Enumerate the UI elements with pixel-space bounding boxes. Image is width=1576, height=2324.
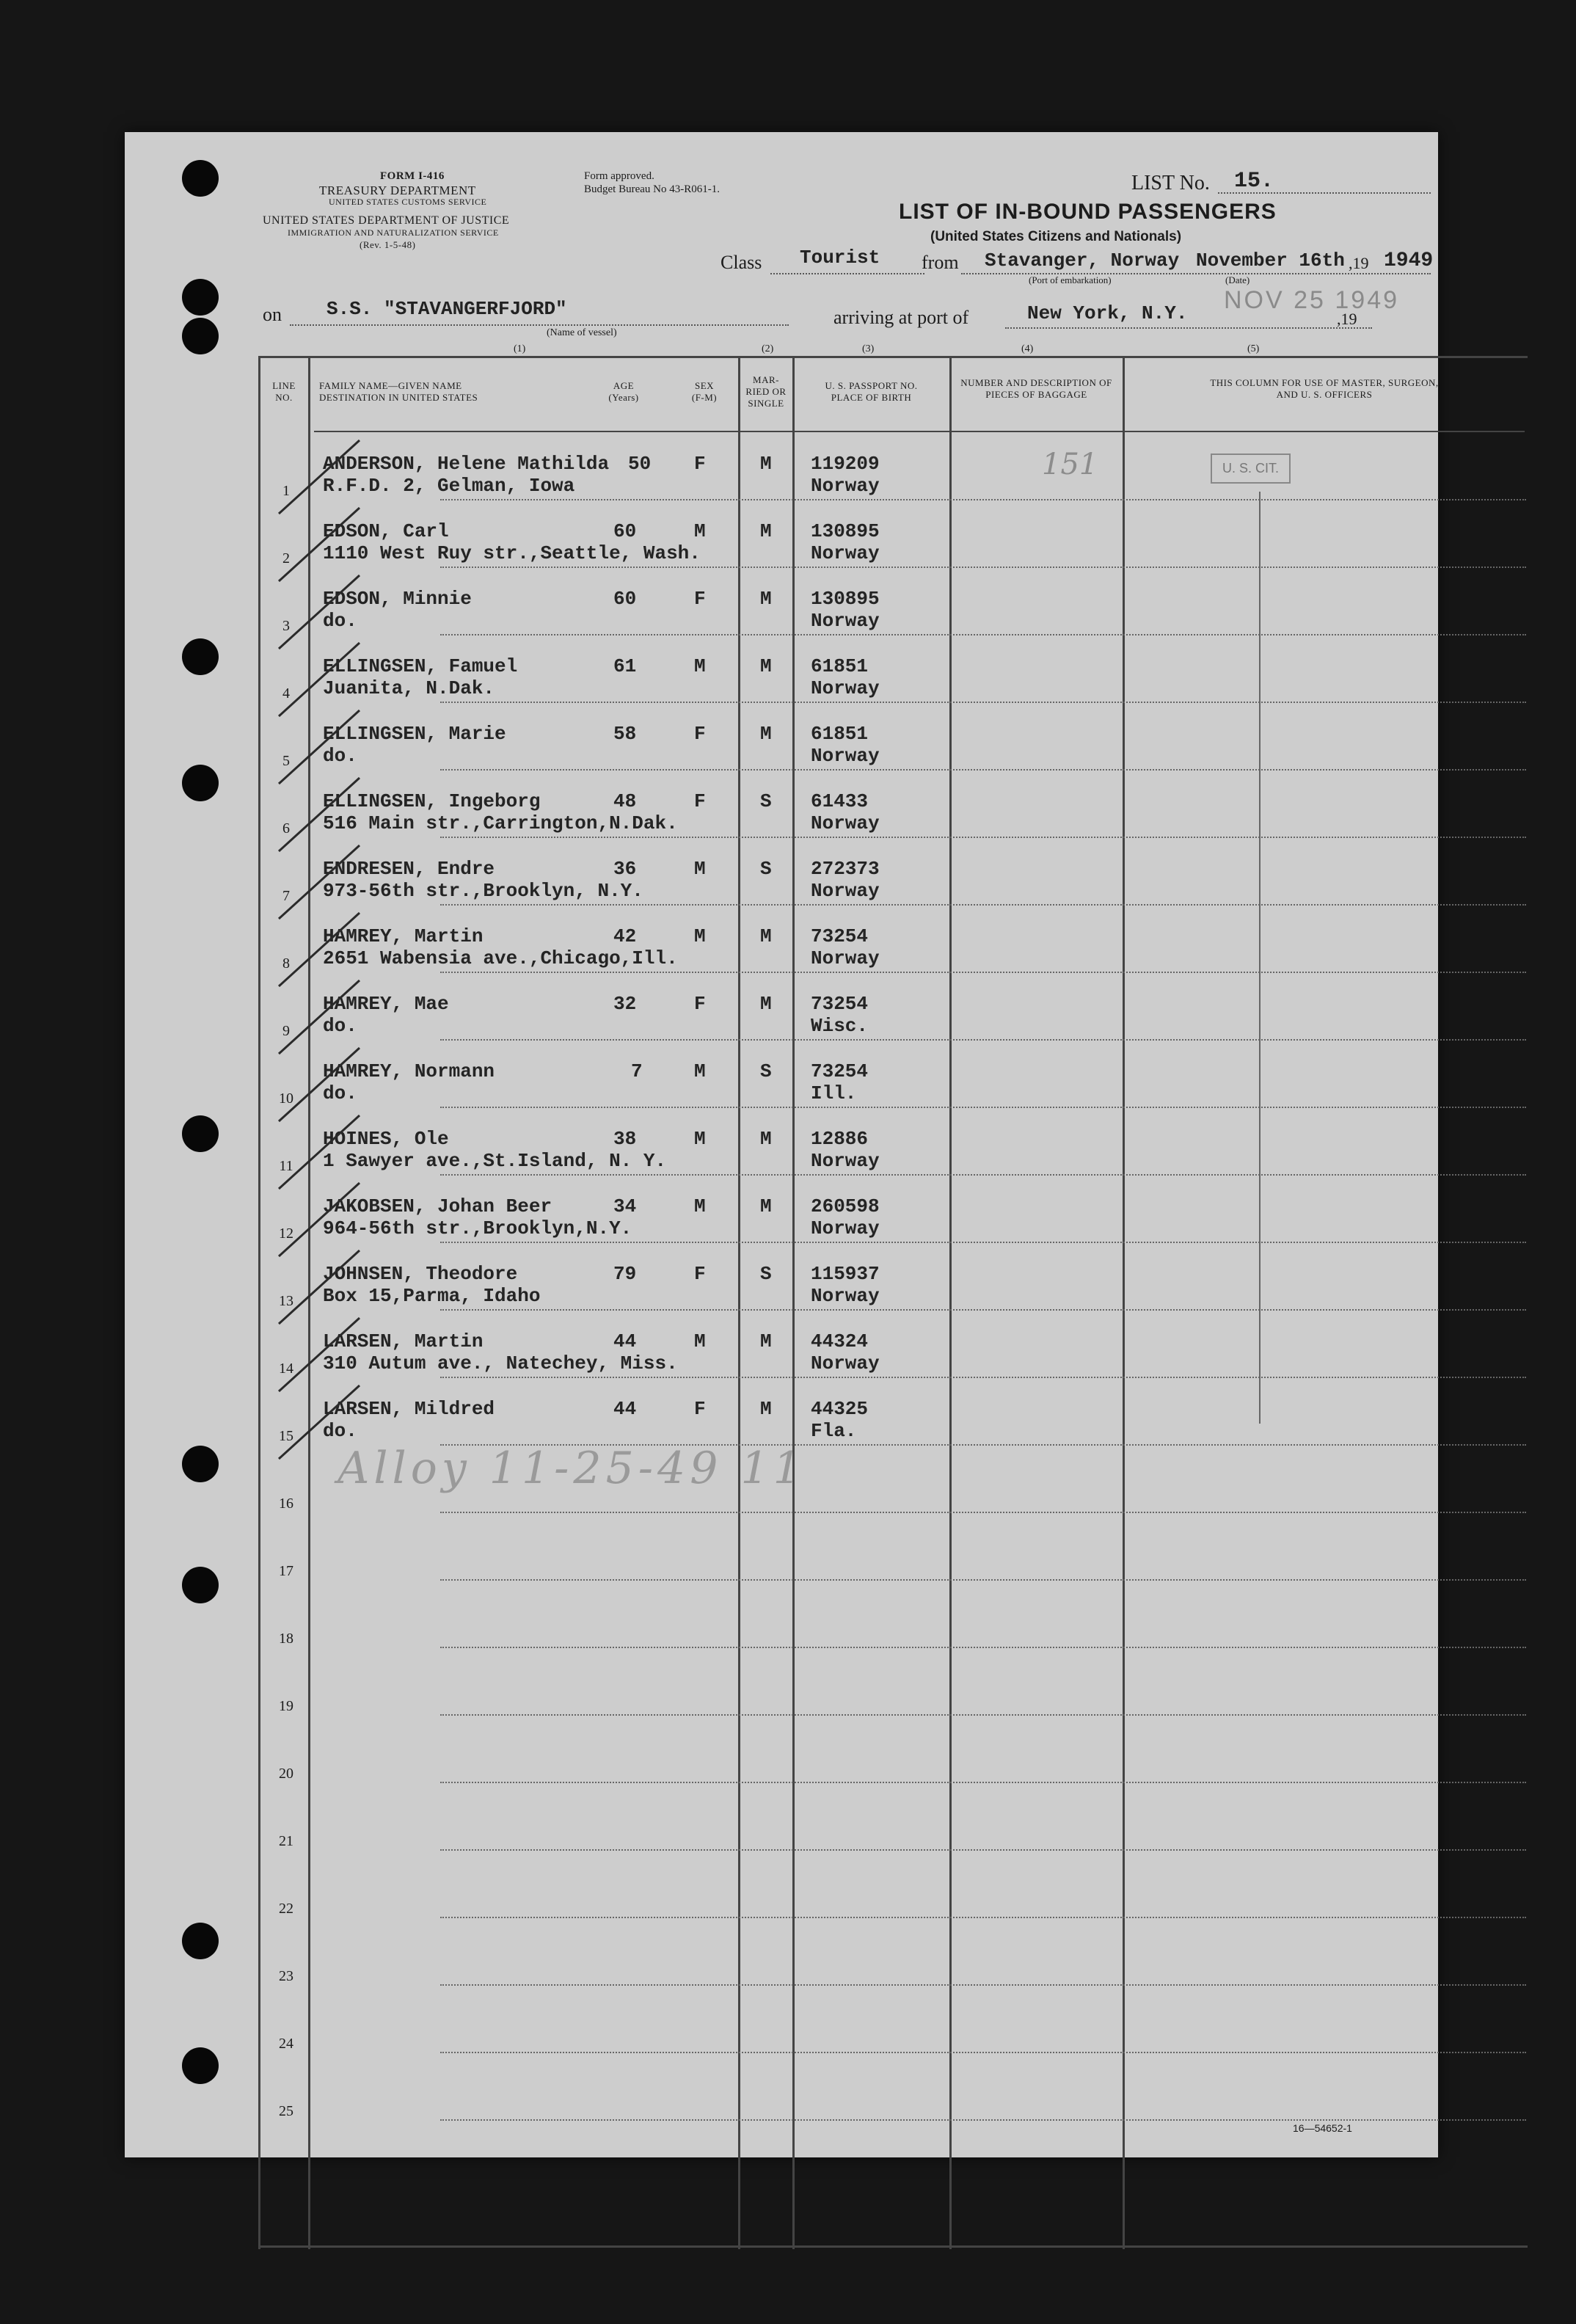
passenger-sex: M	[694, 858, 706, 880]
passport-number: 130895	[811, 520, 880, 542]
header-sex: SEX	[694, 380, 715, 391]
passenger-name: ELLINGSEN, Ingeborg	[323, 790, 541, 812]
passport-number: 272373	[811, 858, 880, 880]
passenger-age: 44	[613, 1398, 637, 1420]
passenger-marital: M	[760, 1128, 772, 1150]
embark-port: Stavanger, Norway	[985, 249, 1180, 272]
class-value: Tourist	[800, 247, 880, 269]
passenger-sex: F	[694, 588, 706, 610]
line-number: 10	[279, 1090, 293, 1107]
passenger-marital: M	[760, 1330, 772, 1352]
passenger-name: HAMREY, Martin	[323, 925, 484, 947]
line-number: 20	[279, 1766, 293, 1782]
passenger-sex: M	[694, 655, 706, 677]
line-number: 21	[279, 1833, 293, 1849]
passenger-marital: M	[760, 520, 772, 542]
line-number: 7	[282, 888, 290, 904]
line-number: 8	[282, 955, 290, 972]
passenger-destination: do.	[323, 1082, 357, 1104]
place-of-birth: Norway	[811, 947, 880, 969]
passenger-name: ELLINGSEN, Marie	[323, 723, 506, 745]
place-of-birth: Norway	[811, 1217, 880, 1239]
col-number-4: (4)	[1021, 343, 1034, 354]
ins: IMMIGRATION AND NATURALIZATION SERVICE	[288, 227, 499, 238]
list-no-value: 15.	[1234, 169, 1274, 194]
punch-hole	[182, 765, 219, 801]
line-number: 17	[279, 1563, 293, 1579]
form-number: FORM I-416	[380, 170, 445, 182]
punch-hole	[182, 638, 219, 675]
line-number: 13	[279, 1293, 293, 1309]
passenger-destination: 964-56th str.,Brooklyn,N.Y.	[323, 1217, 632, 1239]
passenger-sex: F	[694, 1263, 706, 1285]
passenger-destination: do.	[323, 610, 357, 632]
col-number-2: (2)	[762, 343, 774, 354]
punch-hole	[182, 2047, 219, 2084]
passenger-age: 36	[613, 858, 637, 880]
passenger-name: EDSON, Minnie	[323, 588, 472, 610]
passenger-age: 60	[613, 588, 637, 610]
place-of-birth: Norway	[811, 1352, 880, 1374]
punch-hole	[182, 160, 219, 197]
punch-hole	[182, 1446, 219, 1482]
embark-date: November 16th	[1196, 249, 1345, 272]
passport-number: 130895	[811, 588, 880, 610]
passenger-destination: Juanita, N.Dak.	[323, 677, 495, 699]
passport-number: 61851	[811, 723, 869, 745]
passenger-name: HOINES, Ole	[323, 1128, 449, 1150]
passenger-destination: 2651 Wabensia ave.,Chicago,Ill.	[323, 947, 678, 969]
place-of-birth: Norway	[811, 880, 880, 902]
passenger-age: 42	[613, 925, 637, 947]
place-of-birth: Norway	[811, 542, 880, 564]
passenger-age: 60	[613, 520, 637, 542]
punch-hole	[182, 1567, 219, 1603]
passenger-name: HAMREY, Normann	[323, 1060, 495, 1082]
passenger-destination: 973-56th str.,Brooklyn, N.Y.	[323, 880, 643, 902]
page-subtitle: (United States Citizens and Nationals)	[930, 229, 1182, 244]
place-of-birth: Norway	[811, 1150, 880, 1172]
place-of-birth: Ill.	[811, 1082, 857, 1104]
passenger-marital: S	[760, 858, 772, 880]
place-of-birth: Norway	[811, 812, 880, 834]
passenger-name: ENDRESEN, Endre	[323, 858, 495, 880]
passport-number: 61851	[811, 655, 869, 677]
table-top-rule	[258, 356, 1528, 358]
passenger-sex: F	[694, 453, 706, 475]
class-label: Class	[720, 252, 762, 273]
passenger-age: 34	[613, 1195, 637, 1217]
date-note: (Date)	[1225, 274, 1250, 285]
header-name: FAMILY NAME—GIVEN NAME	[319, 380, 462, 391]
col-rule-ms	[792, 356, 795, 2249]
passport-number: 44325	[811, 1398, 869, 1420]
vessel-name: S.S. "STAVANGERFJORD"	[326, 298, 567, 320]
passenger-name: ANDERSON, Helene Mathilda	[323, 453, 610, 475]
place-of-birth: Norway	[811, 745, 880, 767]
line-number: 15	[279, 1428, 293, 1444]
passenger-sex: M	[694, 520, 706, 542]
passenger-age: 58	[613, 723, 637, 745]
line-number: 11	[279, 1158, 293, 1174]
passenger-age: 50	[628, 453, 652, 475]
passenger-marital: S	[760, 1060, 772, 1082]
passport-number: 44324	[811, 1330, 869, 1352]
us-citizen-stamp: U. S. CIT.	[1211, 453, 1291, 484]
passenger-age: 38	[613, 1128, 637, 1150]
passenger-marital: M	[760, 1398, 772, 1420]
col-number-1: (1)	[514, 343, 526, 354]
passenger-sex: M	[694, 1060, 706, 1082]
passenger-marital: M	[760, 993, 772, 1015]
passport-number: 260598	[811, 1195, 880, 1217]
col-rule-passport	[949, 356, 952, 2249]
line-number: 24	[279, 2036, 293, 2052]
class-underline	[770, 273, 924, 274]
embark-year: 1949	[1384, 249, 1434, 272]
passenger-age: 7	[631, 1060, 643, 1082]
arriving-label: arriving at port of	[833, 307, 969, 328]
customs-service: UNITED STATES CUSTOMS SERVICE	[329, 197, 487, 207]
passenger-marital: S	[760, 1263, 772, 1285]
line-number: 18	[279, 1631, 293, 1647]
line-number: 9	[282, 1023, 290, 1039]
header-age-unit: (Years)	[608, 392, 639, 403]
list-no-label: LIST No.	[1131, 172, 1210, 194]
passenger-age: 32	[613, 993, 637, 1015]
passenger-marital: M	[760, 453, 772, 475]
place-of-birth: Fla.	[811, 1420, 857, 1442]
passenger-marital: M	[760, 655, 772, 677]
arrival-year-prefix: ,19	[1337, 310, 1357, 328]
place-of-birth: Norway	[811, 677, 880, 699]
line-number: 25	[279, 2103, 293, 2119]
table-left-rule	[258, 356, 260, 2249]
passenger-destination: R.F.D. 2, Gelman, Iowa	[323, 475, 575, 497]
header-married: MAR-RIED OR SINGLE	[745, 374, 787, 409]
header-officers: THIS COLUMN FOR USE OF MASTER, SURGEON, AND U. S. OFFICERS	[1210, 377, 1439, 400]
line-number: 19	[279, 1698, 293, 1714]
passenger-sex: F	[694, 993, 706, 1015]
budget-bureau: Budget Bureau No 43-R061-1.	[584, 183, 720, 195]
passenger-name: EDSON, Carl	[323, 520, 449, 542]
passenger-age: 61	[613, 655, 637, 677]
from-label: from	[922, 252, 959, 273]
check-marks	[271, 426, 418, 1475]
passenger-sex: M	[694, 1128, 706, 1150]
punch-hole	[182, 1923, 219, 1959]
passenger-marital: S	[760, 790, 772, 812]
footer-code: 16—54652-1	[1293, 2122, 1352, 2134]
passenger-name: JOHNSEN, Theodore	[323, 1263, 518, 1285]
line-number: 5	[282, 753, 290, 769]
passenger-marital: M	[760, 588, 772, 610]
passenger-age: 79	[613, 1263, 637, 1285]
manifest-page	[125, 132, 1438, 2157]
passenger-name: LARSEN, Mildred	[323, 1398, 495, 1420]
passenger-name: JAKOBSEN, Johan Beer	[323, 1195, 552, 1217]
line-number: 12	[279, 1225, 293, 1242]
passenger-destination: do.	[323, 745, 357, 767]
passport-number: 61433	[811, 790, 869, 812]
treasury-dept: TREASURY DEPARTMENT	[319, 183, 476, 197]
line-number: 22	[279, 1901, 293, 1917]
header-baggage: NUMBER AND DESCRIPTION OF PIECES OF BAGGAGE	[960, 377, 1112, 400]
place-of-birth: Norway	[811, 610, 880, 632]
passenger-sex: M	[694, 1195, 706, 1217]
line-number: 3	[282, 618, 290, 634]
passenger-sex: M	[694, 1330, 706, 1352]
baggage-mark: 151	[1042, 448, 1098, 481]
passport-number: 73254	[811, 993, 869, 1015]
page-title: LIST OF IN-BOUND PASSENGERS	[899, 200, 1277, 224]
line-number: 1	[282, 483, 290, 499]
passport-number: 115937	[811, 1263, 880, 1285]
header-birth: PLACE OF BIRTH	[831, 392, 912, 403]
passenger-name: HAMREY, Mae	[323, 993, 449, 1015]
line-number: 16	[279, 1496, 293, 1512]
line-number: 2	[282, 550, 290, 567]
passenger-sex: F	[694, 723, 706, 745]
line-number: 6	[282, 820, 290, 837]
passenger-destination: 1 Sawyer ave.,St.Island, N. Y.	[323, 1150, 667, 1172]
punch-hole	[182, 1115, 219, 1152]
line-number: 14	[279, 1360, 293, 1377]
revision: (Rev. 1-5-48)	[360, 239, 416, 250]
place-of-birth: Wisc.	[811, 1015, 869, 1037]
passport-number: 12886	[811, 1128, 869, 1150]
header-bottom-rule	[314, 431, 1525, 432]
arrival-port: New York, N.Y.	[1027, 302, 1188, 324]
passport-number: 119209	[811, 453, 880, 475]
passenger-destination: Box 15,Parma, Idaho	[323, 1285, 541, 1307]
port-underline	[1005, 327, 1372, 329]
passenger-marital: M	[760, 723, 772, 745]
header-passport: U. S. PASSPORT NO.	[825, 380, 918, 391]
header-age: AGE	[613, 380, 635, 391]
form-approved: Form approved.	[584, 170, 654, 182]
passenger-destination: 1110 West Ruy str.,Seattle, Wash.	[323, 542, 701, 564]
passport-number: 73254	[811, 925, 869, 947]
punch-hole	[182, 318, 219, 354]
passenger-marital: M	[760, 1195, 772, 1217]
passenger-name: LARSEN, Martin	[323, 1330, 484, 1352]
vessel-note: (Name of vessel)	[547, 327, 617, 338]
col-rule-age	[738, 356, 740, 2249]
officers-col-line	[1259, 492, 1261, 1424]
col-number-5: (5)	[1247, 343, 1260, 354]
header-destination: DESTINATION IN UNITED STATES	[319, 392, 478, 403]
place-of-birth: Norway	[811, 475, 880, 497]
vessel-underline	[290, 324, 789, 326]
place-of-birth: Norway	[811, 1285, 880, 1307]
passenger-destination: 310 Autum ave., Natechey, Miss.	[323, 1352, 678, 1374]
year-prefix: ,19	[1349, 254, 1369, 272]
passenger-destination: do.	[323, 1420, 357, 1442]
table-bottom-rule	[258, 2245, 1528, 2248]
passenger-sex: F	[694, 790, 706, 812]
header-line-no: LINE NO.	[272, 380, 296, 403]
doj: UNITED STATES DEPARTMENT OF JUSTICE	[263, 214, 510, 227]
pencil-annotation: Alloy 11-25-49 11	[338, 1443, 806, 1494]
arrival-date-stamp: NOV 25 1949	[1224, 286, 1400, 314]
port-embark-note: (Port of embarkation)	[1029, 274, 1112, 285]
col-rule-baggage	[1123, 356, 1125, 2249]
on-label: on	[263, 304, 282, 325]
passenger-destination: 516 Main str.,Carrington,N.Dak.	[323, 812, 678, 834]
passenger-age: 48	[613, 790, 637, 812]
header-sex-unit: (F-M)	[691, 392, 718, 403]
passenger-sex: F	[694, 1398, 706, 1420]
punch-hole	[182, 279, 219, 316]
passenger-age: 44	[613, 1330, 637, 1352]
passenger-name: ELLINGSEN, Famuel	[323, 655, 518, 677]
col-number-3: (3)	[862, 343, 875, 354]
line-number: 4	[282, 685, 290, 702]
passenger-destination: do.	[323, 1015, 357, 1037]
passport-number: 73254	[811, 1060, 869, 1082]
passenger-marital: M	[760, 925, 772, 947]
passenger-sex: M	[694, 925, 706, 947]
line-number: 23	[279, 1968, 293, 1984]
